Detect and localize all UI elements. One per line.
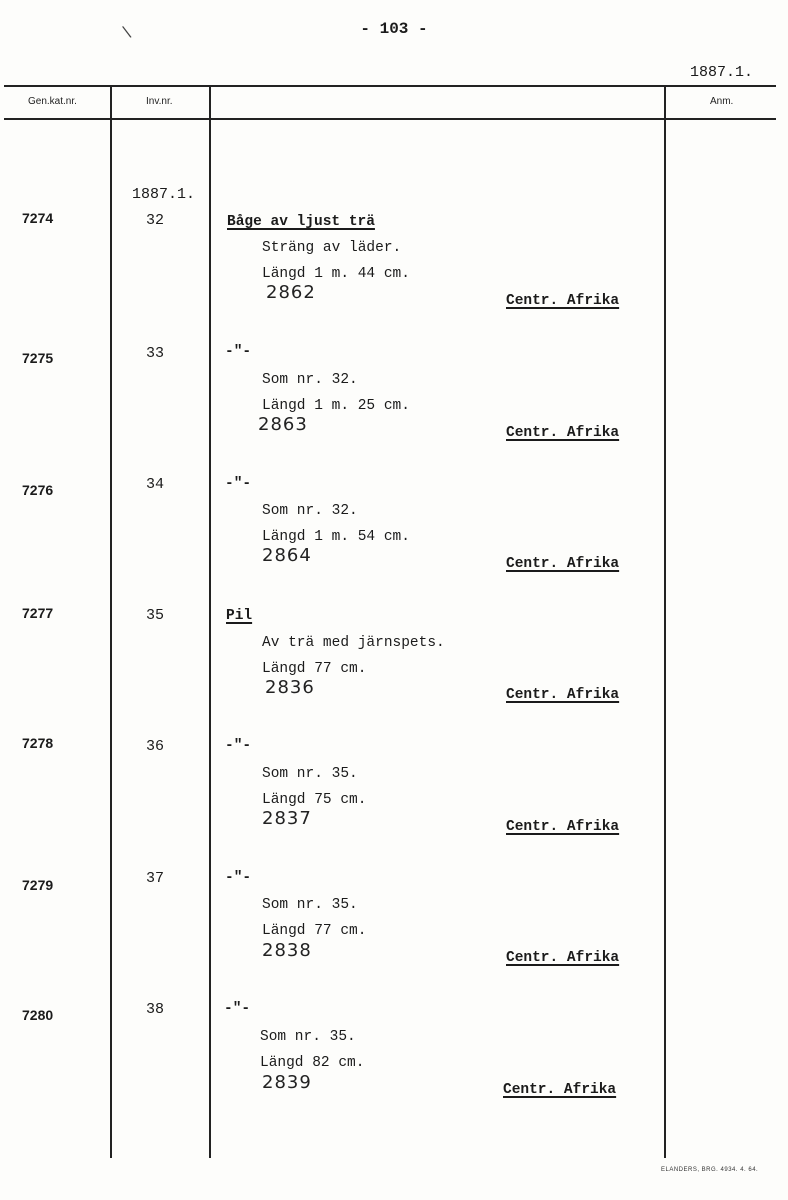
inv-nr: 38 (146, 1001, 165, 1018)
object-title: Pil (226, 608, 253, 624)
origin-location: Centr. Afrika (506, 293, 620, 309)
header-top-rule (4, 85, 776, 87)
length-line: Längd 77 cm. (262, 661, 367, 677)
column-header-inv-nr: Inv.nr. (146, 96, 173, 107)
header-bottom-rule (4, 118, 776, 120)
description-line: Av trä med järnspets. (262, 635, 445, 651)
column-divider-2 (209, 86, 211, 1158)
header-date: 1887.1. (690, 64, 754, 81)
gen-kat-nr: 7277 (22, 605, 54, 621)
handwritten-number: 2862 (266, 282, 316, 303)
printer-imprint: ELANDERS, BRG. 4934. 4. 64. (661, 1167, 759, 1173)
description-line: Som nr. 35. (262, 897, 358, 913)
origin-location: Centr. Afrika (506, 687, 620, 703)
handwritten-number: 2864 (262, 545, 312, 566)
column-divider-1 (110, 86, 112, 1158)
gen-kat-nr: 7276 (22, 482, 54, 498)
gen-kat-nr: 7274 (22, 210, 54, 226)
origin-location: Centr. Afrika (503, 1082, 617, 1098)
origin-location: Centr. Afrika (506, 556, 620, 572)
length-line: Längd 1 m. 25 cm. (262, 398, 410, 414)
column-header-anm: Anm. (710, 96, 734, 107)
page-number: - 103 - (360, 20, 428, 38)
inv-nr: 32 (146, 212, 165, 229)
section-date: 1887.1. (132, 186, 196, 203)
gen-kat-nr: 7278 (22, 735, 54, 751)
pencil-mark: \ (120, 21, 133, 42)
column-header-gen-kat-nr: Gen.kat.nr. (28, 96, 77, 107)
origin-location: Centr. Afrika (506, 950, 620, 966)
object-title: -"- (225, 476, 252, 492)
length-line: Längd 77 cm. (262, 923, 367, 939)
inv-nr: 36 (146, 738, 165, 755)
origin-location: Centr. Afrika (506, 425, 620, 441)
object-title: -"- (225, 738, 252, 754)
gen-kat-nr: 7275 (22, 350, 54, 366)
description-line: Som nr. 32. (262, 503, 358, 519)
object-title: Båge av ljust trä (227, 214, 375, 230)
object-title: -"- (225, 344, 252, 360)
length-line: Längd 1 m. 54 cm. (262, 529, 410, 545)
description-line: Sträng av läder. (262, 240, 402, 256)
handwritten-number: 2836 (265, 677, 315, 698)
object-title: -"- (225, 870, 252, 886)
column-divider-3 (664, 86, 666, 1158)
handwritten-number: 2863 (258, 414, 308, 435)
origin-location: Centr. Afrika (506, 819, 620, 835)
object-title: -"- (224, 1001, 251, 1017)
inv-nr: 37 (146, 870, 165, 887)
gen-kat-nr: 7280 (22, 1007, 54, 1023)
inv-nr: 33 (146, 345, 165, 362)
length-line: Längd 1 m. 44 cm. (262, 266, 410, 282)
description-line: Som nr. 35. (262, 766, 358, 782)
length-line: Längd 75 cm. (262, 792, 367, 808)
gen-kat-nr: 7279 (22, 877, 54, 893)
inv-nr: 35 (146, 607, 165, 624)
length-line: Längd 82 cm. (260, 1055, 365, 1071)
description-line: Som nr. 35. (260, 1029, 356, 1045)
handwritten-number: 2837 (262, 808, 312, 829)
handwritten-number: 2838 (262, 940, 312, 961)
description-line: Som nr. 32. (262, 372, 358, 388)
inv-nr: 34 (146, 476, 165, 493)
handwritten-number: 2839 (262, 1072, 312, 1093)
